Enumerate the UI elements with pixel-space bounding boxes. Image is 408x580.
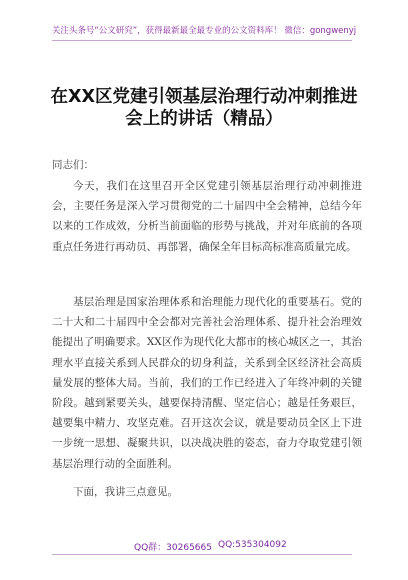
footer-qq-group: QQ群：30265665: [134, 543, 212, 553]
footer-qq: QQ:535304092: [218, 540, 287, 550]
paragraph-transition: 下面，我讲三点意见。: [73, 486, 178, 498]
footer-divider: [52, 554, 352, 555]
header-banner: 关注头条号“公文研究”，获得最新最全最专业的公文资料库！ 微信：gongwenyj: [51, 26, 357, 36]
paragraph-intro: 今天，我们在这里召开全区党建引领基层治理行动冲刺推进会，主要任务是深入学习贯彻党的二十届四中全会精神，总结今年以来的工作成效，分析当前面临的形势与挑战，并对年底前的各项重点任务进行再动员、再部署，确保全年目标高标准高质量完成。: [52, 180, 362, 253]
paragraph-background: 基层治理是国家治理体系和治理能力现代化的重要基石。党的二十大和二十届四中全会都对完善社会治理体系、提升社会治理效能提出了明确要求。XX区作为现代化大都市的核心城区之一，其治理水平直接关系到人民群众的切身利益，关系到全区经济社会高质量发展的整体大局。当前，我们的工作已经进入了年终冲刺的关键阶段。越到紧要关头，越要保持清醒、坚定信心；越是任务艰巨，越要集中精力、攻坚克难。召开这次会议，就是要动员全区上下进一步统一思想、凝聚共识，以决战决胜的姿态，奋力夺取党建引领基层治理行动的全面胜利。: [52, 296, 362, 470]
header-divider: [52, 40, 352, 41]
salutation: 同志们：: [52, 159, 94, 171]
document-title: 在XX区党建引领基层治理行动冲刺推进会上的讲话（精品）: [50, 87, 358, 129]
